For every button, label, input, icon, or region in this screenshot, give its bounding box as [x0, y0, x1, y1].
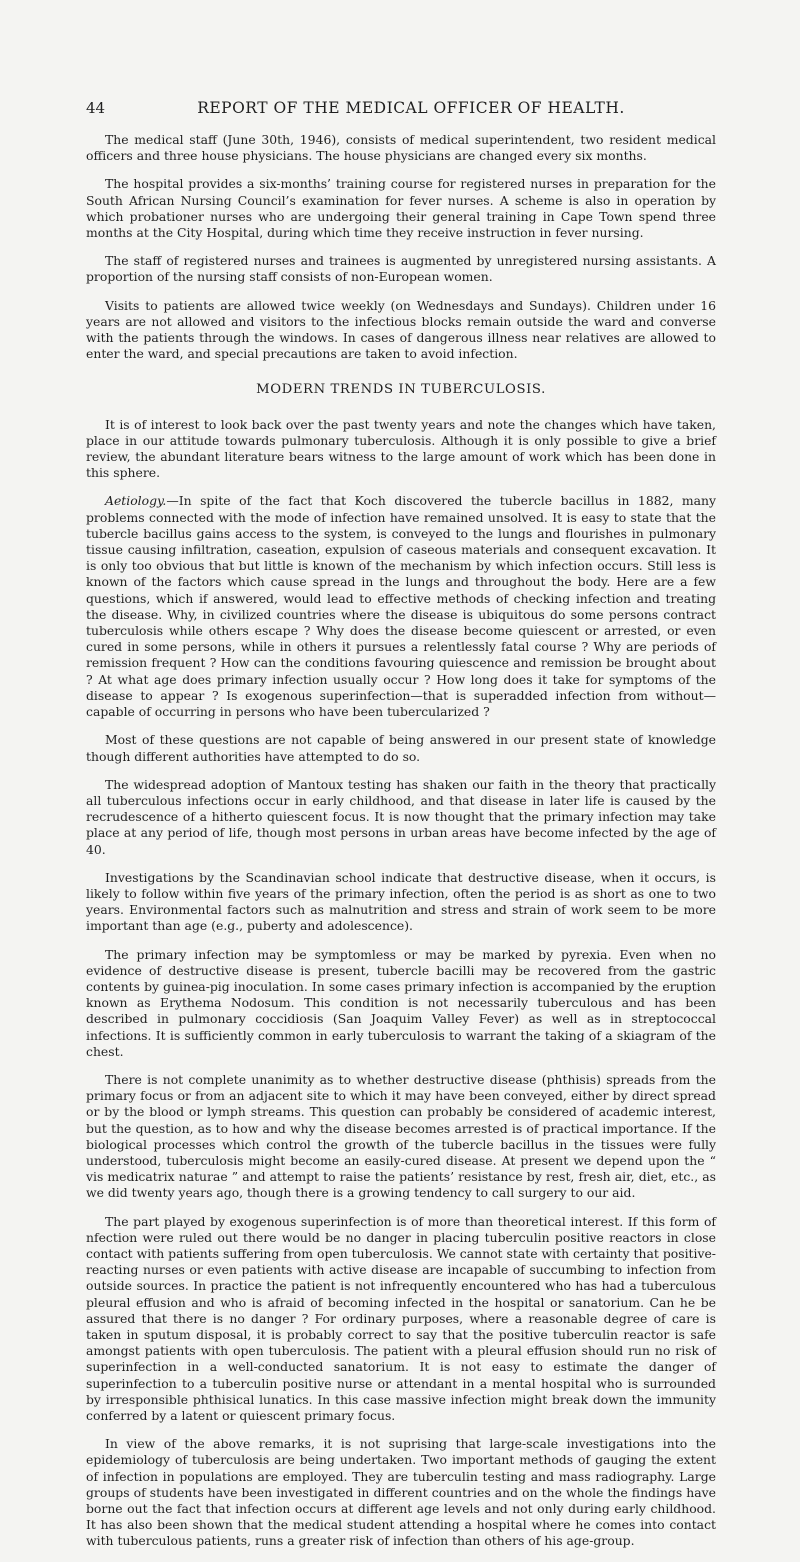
- body-text: [86, 132, 716, 1562]
- paragraph: Investigations by the Scandinavian school indicate that destructive disease, when it occurs, is likely to follow within five years of the primary infection, often the period is as short as one to two years. Environmental factors such as malnutrition and stress and strain of work seem to be more important than age (e.g., puberty and adolescence).: [86, 869, 716, 934]
- paragraph: In view of the above remarks, it is not suprising that large-scale investigations into the epidemiology of tuberculosis are being undertaken. Two important methods of gauging the extent of infection in populations are employed. They are tuberculin testing and mass radiography. Large groups of students have been investigated in different countries and on the whole the findings have borne out the fact that infection occurs at different age levels and not only during early childhood. It has also been shown that the medical student attending a hospital where he comes into contact with tuberculous patients, runs a greater risk of infection than others of his age-group.: [86, 1436, 716, 1549]
- paragraph: It is of interest to look back over the past twenty years and note the changes which have taken, place in our attitude towards pulmonary tuberculosis. Although it is only possible to give a brief review, the abundant literature bears witness to the large amount of work which has been done in this sphere.: [86, 416, 716, 481]
- paragraph: There is not complete unanimity as to whether destructive disease (phthisis) spreads from the primary focus or from an adjacent site to which it may have been conveyed, either by direct spread or by the blood or lymph streams. This question can probably be considered of academic interest, but the question, as to how and why the disease becomes arrested is of practical importance. If the biological processes which control the growth of the tubercle bacillus in the tissues were fully understood, tuberculosis might become an easily-cured disease. At present we depend upon the “ vis medicatrix naturae ” and attempt to raise the patients’ resistance by rest, fresh air, diet, etc., as we did twenty years ago, though there is a growing tendency to call surgery to our aid.: [86, 1071, 716, 1201]
- run-in-heading: Aetiology.: [105, 493, 167, 509]
- paragraph: Most of these questions are not capable of being answered in our present state of knowledge though different authorities have attempted to do so.: [86, 732, 716, 764]
- paragraph: Visits to patients are allowed twice weekly (on Wednesdays and Sundays). Children under 16 years are not allowed and visitors to the infectious blocks remain outside the ward and converse with the patients through the windows. In cases of dangerous illness near relatives are allowed to enter the ward, and special precautions are taken to avoid infection.: [86, 297, 716, 362]
- page-number: 44: [86, 99, 106, 117]
- section-heading: MODERN TRENDS IN TUBERCULOSIS.: [256, 382, 546, 398]
- aetiology-paragraph: [86, 493, 716, 720]
- running-head: REPORT OF THE MEDICAL OFFICER OF HEALTH.: [197, 99, 625, 117]
- page-header: [86, 99, 716, 123]
- paragraph: The hospital provides a six-months’ training course for registered nurses in preparation for the South African Nursing Council’s examination for fever nurses. A scheme is also in operation by which probationer nurses who are undergoing their general training in Cape Town spend three months at the City Hospital, during which time they receive instruction in fever nursing.: [86, 176, 716, 241]
- paragraph: The part played by exogenous superinfection is of more than theoretical interest. If this form of nfection were ruled out there would be no danger in placing tuberculin positive reactors in close contact with patients suffering from open tuberculosis. We cannot state with certainty that positive-reacting nurses or even patients with active disease are incapable of succumbing to infection from outside sources. In practice the patient is not infrequently encountered who has had a tuberculous pleural effusion and who is afraid of becoming infected in the hospital or sanatorium. Can he be assured that there is no danger ? For ordinary purposes, where a reasonable degree of care is taken in sputum disposal, it is probably correct to say that the positive tuberculin reactor is safe amongst patients with open tuberculosis. The patient with a pleural effusion should run no risk of superinfection in a well-conducted sanatorium. It is not easy to estimate the danger of superinfection to a tuberculin positive nurse or attendant in a mental hospital who is surrounded by irresponsible phthisical lunatics. In this case massive infection might break down the immunity conferred by a latent or quiescent primary focus.: [86, 1213, 716, 1424]
- paragraph: The primary infection may be symptomless or may be marked by pyrexia. Even when no evidence of destructive disease is present, tubercle bacilli may be recovered from the gastric contents by guinea-pig inoculation. In some cases primary infection is accompanied by the eruption known as Erythema Nodosum. This condition is not necessarily tuberculous and has been described in pulmonary coccidiosis (San Joaquim Valley Fever) as well as in streptococcal infections. It is sufficiently common in early tuberculosis to warrant the taking of a skiagram of the chest.: [86, 946, 716, 1059]
- paragraph: The staff of registered nurses and trainees is augmented by unregistered nursing assistants. A proportion of the nursing staff consists of non-European women.: [86, 253, 716, 285]
- paragraph: The widespread adoption of Mantoux testing has shaken our faith in the theory that practically all tuberculous infections occur in early childhood, and that disease in later life is caused by the recrudescence of a hitherto quiescent focus. It is now thought that the primary infection may take place at any period of life, though most persons in urban areas have become infected by the age of 40.: [86, 776, 716, 857]
- aetiology-text: —In spite of the fact that Koch discovered the tubercle bacillus in 1882, many problems connected with the mode of infection have remained unsolved. It is easy to state that the tubercle bacillus gains access to the system, is conveyed to the lungs and flourishes in pulmonary tissue causing infiltration, caseation, expulsion of caseous materials and consequent excavation. It is only too obvious that but little is known of the mechanism by which infection occurs. Still less is known of the factors which cause spread in the lungs and throughout the body. Here are a few questions, which if answered, would lead to effective methods of checking infection and treating the disease. Why, in civilized countries where the disease is ubiquitous do some persons contract tuberculosis while others escape ? Why does the disease become quiescent or arrested, or even cured in some persons, while in others it pursues a relentlessly fatal course ? Why are periods of remission frequent ? How can the conditions favouring quiescence and remission be brought about ? At what age does primary infection usually occur ? How long does it take for symptoms of the disease to appear ? Is exogenous superinfection—that is superadded infection from without—capable of occurring in persons who have been tubercularized ?: [86, 493, 716, 720]
- paragraph: The medical staff (June 30th, 1946), consists of medical superintendent, two resident medical officers and three house physicians. The house physicians are changed every six months.: [86, 132, 716, 164]
